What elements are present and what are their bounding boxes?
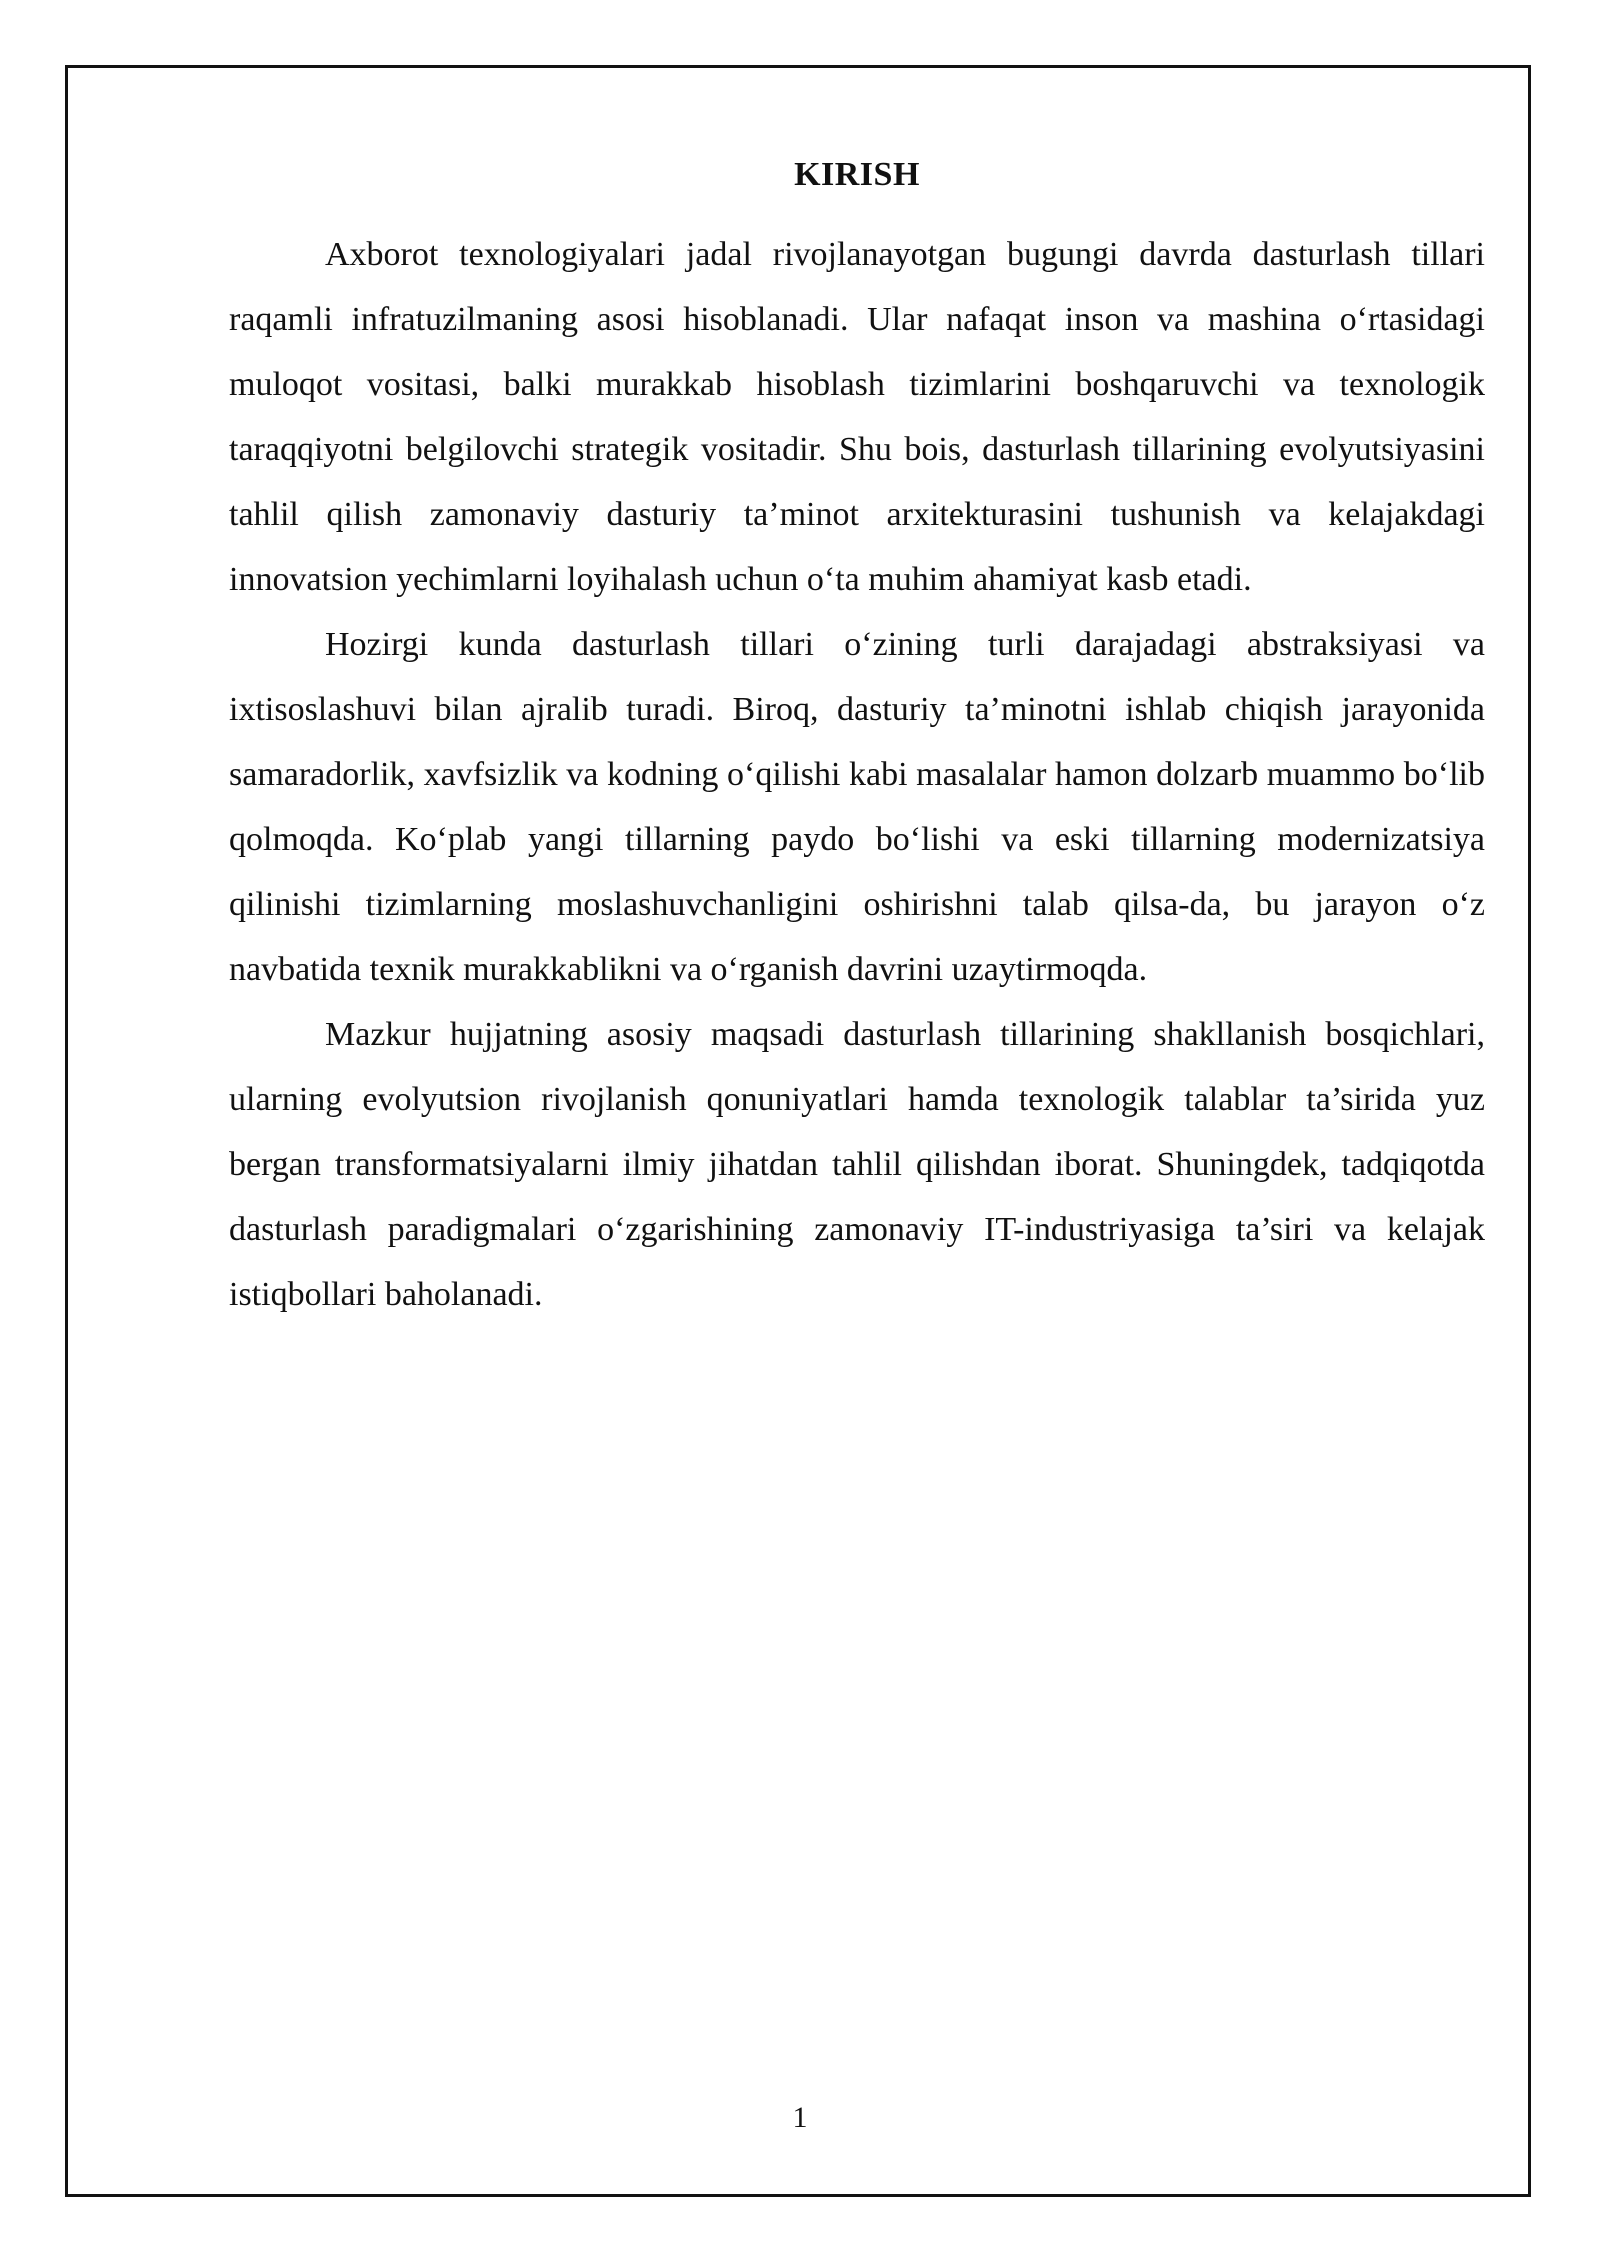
paragraph-3: Mazkur hujjatning asosiy maqsadi dasturlash tillarining shakllanish bosqichlari, ularning evolyutsion rivojlanish qonuniyatlari hamda texnologik talablar ta’sirida yuz bergan transformatsiyalarni ilmiy jihatdan tahlil qilishdan iborat. Shuningdek, tadqiqotda dasturlash paradigmalari o‘zgarishining zamonaviy IT-industriyasiga ta’siri va kelajak istiqbollari baholanadi.: [229, 1016, 1485, 1313]
page-content: [229, 150, 1485, 1327]
page-title: KIRISH: [794, 156, 920, 193]
page-number: 1: [792, 2101, 808, 2134]
paragraph-1: Axborot texnologiyalari jadal rivojlanayotgan bugungi davrda dasturlash tillari raqamli infratuzilmaning asosi hisoblanadi. Ular nafaqat inson va mashina o‘rtasidagi muloqot vositasi, balki murakkab hisoblash tizimlarini boshqaruvchi va texnologik taraqqiyotni belgilovchi strategik vositadir. Shu bois, dasturlash tillarining evolyutsiyasini tahlil qilish zamonaviy dasturiy ta’minot arxitekturasini tushunish va kelajakdagi innovatsion yechimlarni loyihalash uchun o‘ta muhim ahamiyat kasb etadi.: [229, 236, 1485, 598]
paragraph-2: Hozirgi kunda dasturlash tillari o‘zining turli darajadagi abstraksiyasi va ixtisoslashuvi bilan ajralib turadi. Biroq, dasturiy ta’minotni ishlab chiqish jarayonida samaradorlik, xavfsizlik va kodning o‘qilishi kabi masalalar hamon dolzarb muammo bo‘lib qolmoqda. Ko‘plab yangi tillarning paydo bo‘lishi va eski tillarning modernizatsiya qilinishi tizimlarning moslashuvchanligini oshirishni talab qilsa-da, bu jarayon o‘z navbatida texnik murakkablikni va o‘rganish davrini uzaytirmoqda.: [229, 626, 1485, 988]
